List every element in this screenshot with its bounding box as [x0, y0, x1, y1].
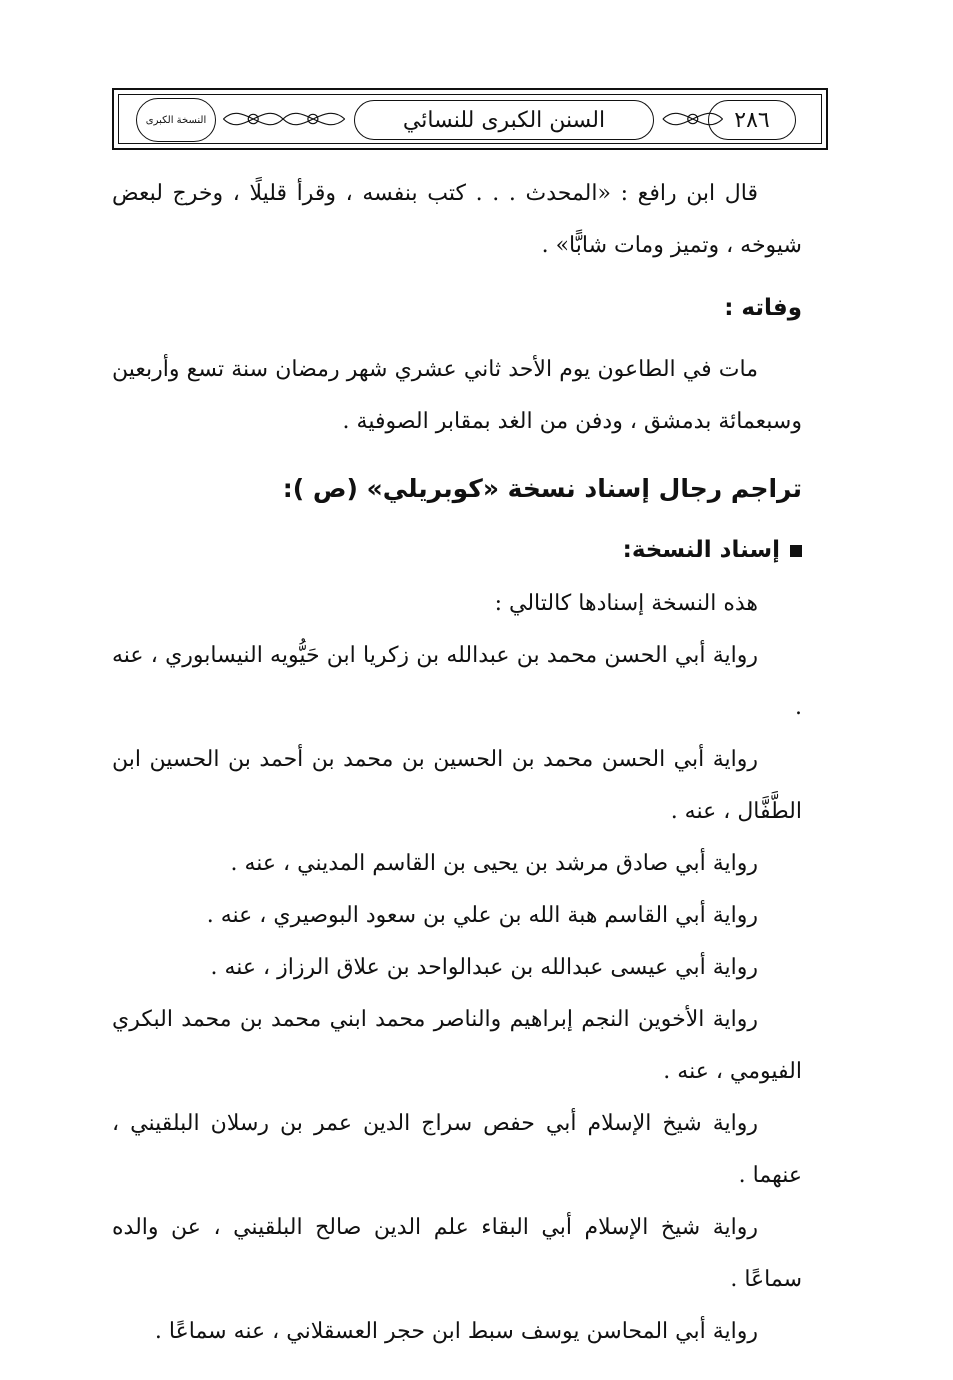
isnad-line: رواية أبي القاسم هبة الله بن علي بن سعود البوصيري ، عنه . — [206, 903, 758, 928]
isnad-line: رواية الأخوين النجم إبراهيم والناصر محمد ابني محمد بن محمد البكري الفيومي ، عنه . — [112, 1007, 802, 1084]
heading-isnad-text: إسناد النسخة: — [622, 537, 780, 563]
isnad-line: رواية أبي الحسن محمد بن عبدالله بن زكريا ابن حَيُّويه النيسابوري ، عنه . — [112, 643, 802, 720]
isnad-line: رواية أبي عيسى عبدالله بن عبدالواحد بن علاق الرزاز ، عنه . — [210, 955, 758, 980]
isnad-line: رواية شيخ الإسلام أبي البقاء علم الدين صالح البلقيني ، عن والده سماعًا . — [112, 1215, 802, 1292]
header-seal-emblem — [136, 98, 216, 142]
page-number-text: ٢٨٦ — [734, 107, 770, 133]
heading-koprulu-isnad: تراجم رجال إسناد نسخة «كوبريلي» (ص ): — [282, 474, 802, 503]
page-body — [112, 168, 802, 1358]
heading-death: وفاته : — [724, 295, 802, 321]
header-page-number — [708, 100, 796, 140]
header-book-title — [354, 100, 654, 140]
paragraph-death: مات في الطاعون يوم الأحد ثاني عشري شهر رمضان سنة تسع وأربعين وسبعمائة بدمشق ، ودفن من الغد بمقابر الصوفية . — [112, 357, 802, 434]
heading-isnad — [112, 522, 802, 578]
paragraph-ibn-rafi: قال ابن رافع : «المحدث . . . كتب بنفسه ، وقرأ قليلًا ، وخرج لبعض شيوخه ، وتميز ومات شابًّا» . — [112, 181, 802, 258]
isnad-line: رواية شيخ الإسلام أبي حفص سراج الدين عمر بن رسلان البلقيني ، عنهما . — [112, 1111, 802, 1188]
square-bullet-icon — [790, 545, 802, 557]
isnad-line: رواية أبي صادق مرشد بن يحيى بن القاسم المديني ، عنه . — [230, 851, 758, 876]
isnad-line: رواية أبي المحاسن يوسف سبط ابن حجر العسقلاني ، عنه سماعًا . — [154, 1319, 758, 1344]
isnad-line: رواية أبي الحسن محمد بن الحسين بن محمد بن أحمد بن الحسين ابن الطَّفَّال ، عنه . — [112, 747, 802, 824]
header-seal-text: النسخة الكبرى — [145, 114, 207, 126]
isnad-line: هذه النسخة إسنادها كالتالي : — [494, 591, 758, 616]
header-title-text: السنن الكبرى للنسائي — [402, 107, 606, 133]
running-header — [112, 88, 828, 150]
